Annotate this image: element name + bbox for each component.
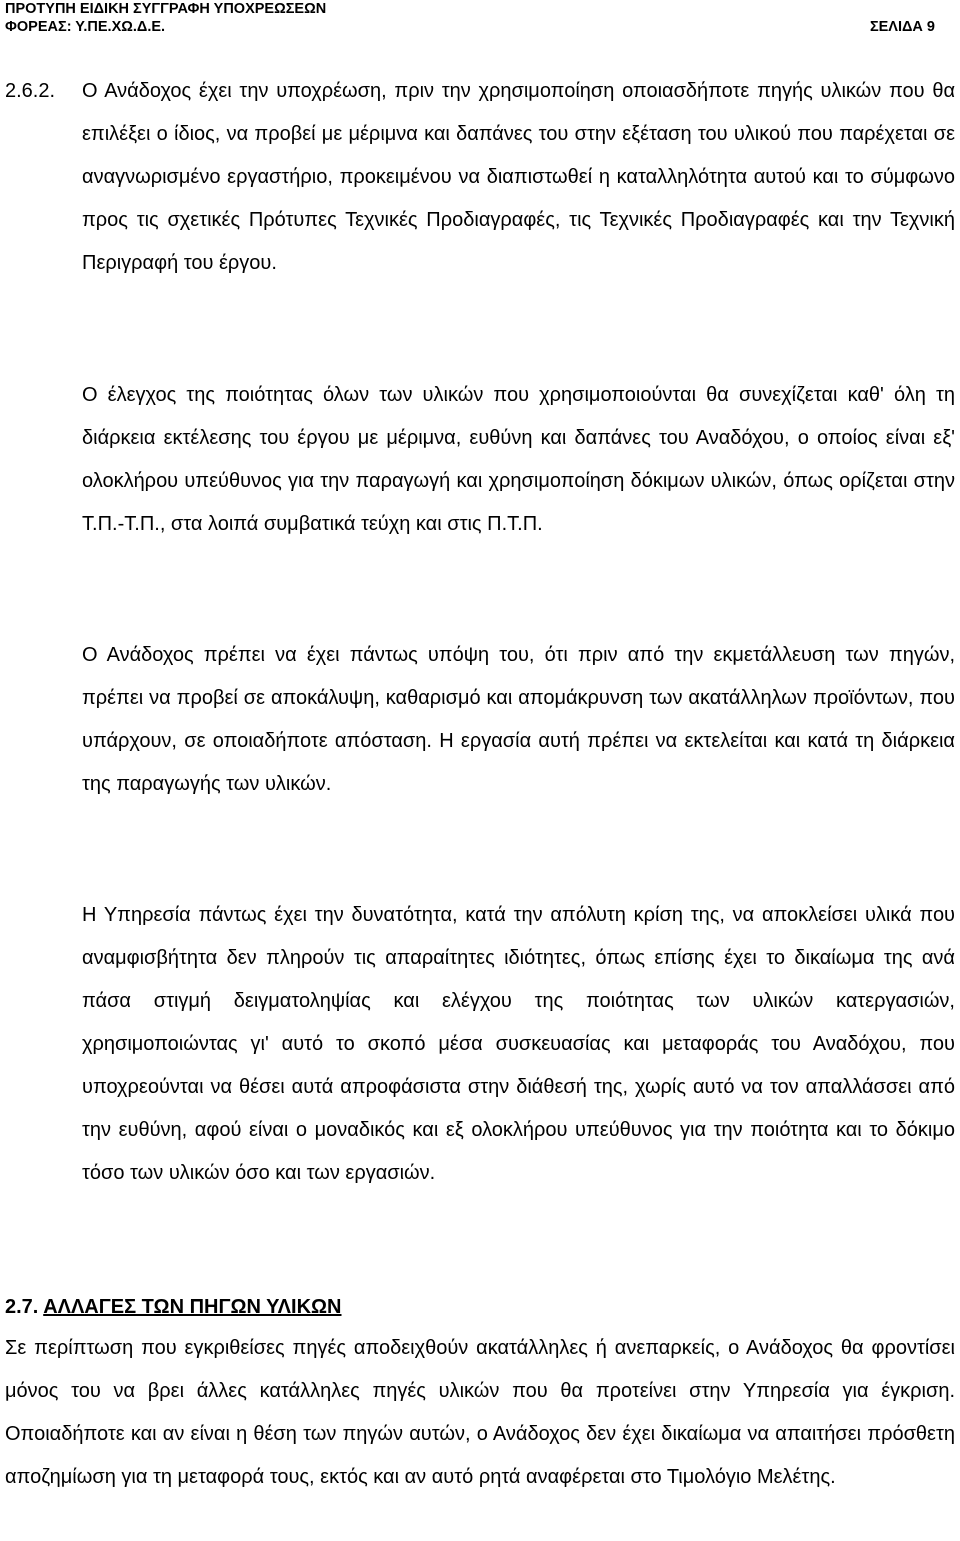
section-title-2-7: ΑΛΛΑΓΕΣ ΤΩΝ ΠΗΓΩΝ ΥΛΙΚΩΝ (43, 1296, 342, 1318)
document-title: ΠΡΟΤΥΠΗ ΕΙΔΙΚΗ ΣΥΓΓΡΑΦΗ ΥΠΟΧΡΕΩΣΕΩΝ (5, 1, 327, 17)
paragraph-2-6-2-4: Η Υπηρεσία πάντως έχει την δυνατότητα, κατά την απόλυτη κρίση της, να αποκλείσει υλικά που αναμφισβήτητα δεν πληρούν τις απαραίτητες ιδιότητες, όπως επίσης έχει το δικαίωμα της ανά πάσα στιγμή δειγματοληψίας και ελέγχου της ποιότητας των υλικών κατεργασιών, χρησιμοποιώντας γι' αυτό το σκοπό μέσα συσκευασίας και μεταφοράς του Αναδόχου, που υποχρεούνται να θέσει αυτά απροφάσιστα στην διάθεσή της, χωρίς αυτό να τον απαλλάσσει από την ευθύνη, αφού είναι ο μοναδικός και εξ ολοκλήρου υπεύθυνος για την ποιότητα και το δόκιμο τόσο των υλικών όσο και των εργασιών. (82, 904, 955, 1184)
paragraph-2-7: Σε περίπτωση που εγκριθείσες πηγές αποδειχθούν ακατάλληλες ή ανεπαρκείς, ο Ανάδοχος θα φροντίσει μόνος του να βρει άλλες κατάλληλες πηγές υλικών που θα προτείνει στην Υπηρεσία για έγκριση. Οποιαδήποτε και αν είναι η θέση των πηγών αυτών, ο Ανάδοχος δεν έχει δικαίωμα να απαιτήσει πρόσθετη αποζημίωση για τη μεταφορά τους, εκτός και αν αυτό ρητά αναφέρεται στο Τιμολόγιο Μελέτης. (5, 1337, 955, 1488)
section-heading-2-7 (5, 1286, 342, 1329)
paragraph-2-6-2-2: Ο έλεγχος της ποιότητας όλων των υλικών που χρησιμοποιούνται θα συνεχίζεται καθ' όλη τη διάρκεια εκτέλεσης του έργου με μέριμνα, ευθύνη και δαπάνες του Αναδόχου, ο οποίος είναι εξ' ολοκλήρου υπεύθυνος για την παραγωγή και χρησιμοποίηση δόκιμων υλικών, όπως ορίζεται στην Τ.Π.-Τ.Π., στα λοιπά συμβατικά τεύχη και στις Π.Τ.Π. (82, 384, 955, 535)
page-number: ΣΕΛΙΔΑ 9 (869, 19, 935, 35)
section-number-2-6-2: 2.6.2. (5, 80, 56, 102)
section-number-2-7: 2.7. (5, 1296, 39, 1318)
page-header (5, 0, 935, 36)
paragraph-2-6-2-3: Ο Ανάδοχος πρέπει να έχει πάντως υπόψη του, ότι πριν από την εκμετάλλευση των πηγών, πρέπει να προβεί σε αποκάλυψη, καθαρισμό και απομάκρυνση των ακατάλληλων προϊόντων, που υπάρχουν, σε οποιαδήποτε απόσταση. Η εργασία αυτή πρέπει να εκτελείται και κατά τη διάρκεια της παραγωγής των υλικών. (82, 644, 955, 795)
agency-label: ΦΟΡΕΑΣ: Υ.ΠΕ.ΧΩ.Δ.Ε. (5, 19, 166, 35)
header-row (5, 18, 935, 36)
paragraph-2-6-2-1: Ο Ανάδοχος έχει την υποχρέωση, πριν την χρησιμοποίηση οποιασδήποτε πηγής υλικών που θα επιλέξει ο ίδιος, να προβεί με μέριμνα και δαπάνες του στην εξέταση του υλικού που παρέχεται σε αναγνωρισμένο εργαστήριο, προκειμένου να διαπιστωθεί η καταλληλότητα αυτού και το σύμφωνο προς τις σχετικές Πρότυπες Τεχνικές Προδιαγραφές, τις Τεχνικές Προδιαγραφές και την Τεχνική Περιγραφή του έργου. (82, 80, 955, 274)
